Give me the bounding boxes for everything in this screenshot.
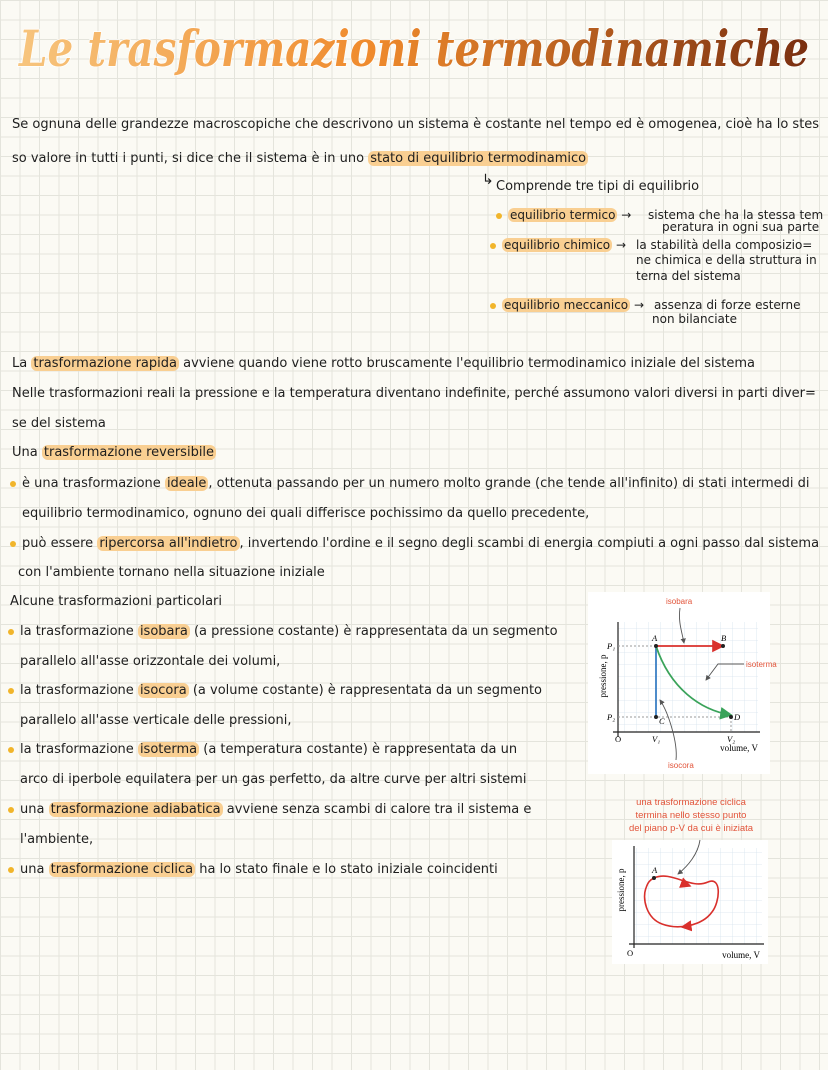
highlight-adiabatica: trasformazione adiabatica — [50, 802, 221, 817]
b2-pre: può essere — [22, 536, 94, 551]
item-equilibrio-termico — [496, 207, 631, 223]
adiabatica-item — [8, 802, 531, 818]
page-title — [10, 14, 818, 84]
ylabel: pressione, p — [598, 654, 608, 698]
reversibile-bullet-1-line-2: equilibrio termodinamico, ognuno dei quali differisce pochissimo da quello precedente, — [22, 506, 590, 521]
isocora-item — [8, 683, 542, 699]
isobara-pre: la trasformazione — [20, 624, 134, 639]
rapida-post: avviene quando viene rotto bruscamente l'equilibrio termodinamico iniziale del sistema — [183, 356, 755, 371]
highlight-isobara: isobara — [139, 624, 188, 639]
reversibile-bullet-2 — [10, 536, 819, 552]
intro-line-2-text: so valore in tutti i punti, si dice che il sistema è in uno — [12, 151, 365, 166]
isocora-pre: la trasformazione — [20, 683, 134, 698]
ciclica-post: ha lo stato finale e lo stato iniziale coincidenti — [199, 862, 498, 877]
label-b: B — [721, 633, 727, 643]
label-p1: P₁ — [607, 641, 616, 651]
bullet-icon — [10, 481, 16, 487]
arrow-icon: → — [621, 208, 632, 222]
isobara-item — [8, 624, 558, 640]
highlight-ripercorsa: ripercorsa all'indietro — [99, 536, 238, 551]
cycle-label-a: A — [652, 865, 658, 875]
label-v2: V₂ — [727, 734, 736, 744]
arrow-icon: → — [633, 298, 645, 312]
reversibile-bullet-1 — [10, 476, 809, 492]
callout-isocora: isocora — [668, 761, 694, 770]
callout-isoterma: isoterma — [746, 660, 777, 669]
desc-chimico-1: la stabilità della composizio= — [636, 238, 813, 252]
label-p2: P₂ — [607, 712, 616, 722]
adiabatica-line-2: l'ambiente, — [20, 832, 94, 847]
cycle-caption — [606, 796, 776, 835]
rapida-line-3: se del sistema — [12, 416, 106, 431]
label-v1: V₁ — [652, 734, 661, 744]
point-b — [721, 644, 725, 648]
ciclica-pre: una — [20, 862, 45, 877]
reversibile-pre: Una — [12, 445, 38, 460]
highlight-reversibile: trasformazione reversibile — [43, 445, 215, 460]
cycle-xlabel: volume, V — [722, 950, 760, 960]
cycle-grid — [634, 848, 762, 944]
ciclica-item — [8, 862, 498, 878]
cycle-diagram-figure — [612, 840, 768, 964]
equilibria-heading: Comprende tre tipi di equilibrio — [496, 179, 700, 194]
point-d — [729, 715, 733, 719]
rapida-line-1 — [12, 356, 755, 372]
isoterma-pre: la trasformazione — [20, 742, 134, 757]
reversibile-heading — [12, 445, 216, 461]
desc-termico-1: sistema che ha la stessa tem — [648, 208, 824, 222]
b2-post: , invertendo l'ordine e il segno degli scambi di energia compiuti a ogni passo dal sistema — [239, 536, 820, 551]
reversibile-bullet-2-line-2: con l'ambiente tornano nella situazione iniziale — [18, 565, 325, 580]
label-termico: equilibrio termico — [510, 208, 616, 222]
adiabatica-post: avviene senza scambi di calore tra il sistema e — [226, 802, 532, 817]
pv-diagram-figure — [588, 592, 777, 774]
cycle-caption-1: una trasformazione ciclica — [636, 797, 746, 808]
b1-post: , ottenuta passando per un numero molto grande (che tende all'infinito) di stati intermedi di — [208, 476, 810, 491]
branch-arrow-icon: ↳ — [482, 172, 494, 188]
callout-isobara: isobara — [666, 597, 693, 606]
bullet-icon — [8, 688, 14, 694]
cycle-caption-3: del piano p-V da cui è iniziata — [628, 823, 754, 834]
bullet-icon — [496, 213, 502, 219]
bullet-icon — [8, 807, 14, 813]
isobara-line-2: parallelo all'asse orizzontale dei volumi, — [20, 654, 281, 669]
cycle-origin: O — [627, 948, 634, 958]
cycle-arrow-bottom — [682, 926, 690, 927]
desc-termico-2: peratura in ogni sua parte — [662, 220, 820, 234]
highlight-equilibrio: stato di equilibrio termodinamico — [370, 151, 587, 166]
rapida-line-2: Nelle trasformazioni reali la pressione e la temperatura diventano indefinite, perché assumono valori diversi in parti diver= — [12, 386, 816, 401]
isobara-post: (a pressione costante) è rappresentata da un segmento — [193, 624, 558, 639]
title-text: Le trasformazioni termodinamiche — [17, 19, 809, 78]
isoterma-line-2: arco di iperbole equilatera per un gas perfetto, da altre curve per altri sistemi — [20, 772, 527, 787]
label-a: A — [652, 633, 658, 643]
item-equilibrio-chimico — [490, 237, 626, 253]
desc-chimico-2: ne chimica e della struttura in — [636, 253, 817, 267]
label-c: C — [659, 716, 665, 726]
isoterma-post: (a temperatura costante) è rappresentata da un — [203, 742, 518, 757]
b1-pre: è una trasformazione — [22, 476, 161, 491]
cycle-ylabel: pressione, p — [616, 868, 626, 912]
point-c — [654, 715, 658, 719]
particolari-heading: Alcune trasformazioni particolari — [10, 594, 222, 609]
highlight-ciclica: trasformazione ciclica — [50, 862, 194, 877]
desc-chimico-3: terna del sistema — [636, 269, 741, 283]
rapida-pre: La — [12, 356, 28, 371]
point-a — [654, 644, 658, 648]
isoterma-item — [8, 742, 517, 758]
desc-meccanico-1: assenza di forze esterne — [654, 298, 801, 312]
bullet-icon — [8, 747, 14, 753]
adiabatica-pre: una — [20, 802, 45, 817]
label-d: D — [734, 712, 741, 722]
highlight-isocora: isocora — [139, 683, 187, 698]
bullet-icon — [490, 243, 496, 249]
intro-line-1: Se ognuna delle grandezze macroscopiche che descrivono un sistema è costante nel tempo ed è omogenea, cioè ha lo stes — [12, 117, 820, 132]
item-equilibrio-meccanico — [490, 297, 644, 313]
cycle-caption-2: termina nello stesso punto — [635, 810, 747, 821]
bullet-icon — [490, 303, 496, 309]
isocora-line-2: parallelo all'asse verticale delle pressioni, — [20, 713, 292, 728]
arrow-icon: → — [615, 238, 627, 252]
highlight-ideale: ideale — [166, 476, 207, 491]
label-meccanico: equilibrio meccanico — [504, 298, 629, 312]
bullet-icon — [10, 541, 16, 547]
label-origin: O — [615, 734, 622, 744]
highlight-rapida: trasformazione rapida — [33, 356, 177, 371]
highlight-isoterma: isoterma — [139, 742, 198, 757]
bullet-icon — [8, 867, 14, 873]
xlabel: volume, V — [720, 743, 758, 753]
bullet-icon — [8, 629, 14, 635]
isocora-post: (a volume costante) è rappresentata da un segmento — [192, 683, 542, 698]
intro-line-2 — [12, 151, 588, 167]
desc-meccanico-2: non bilanciate — [652, 312, 737, 326]
label-chimico: equilibrio chimico — [504, 238, 611, 252]
cycle-point-a — [652, 876, 656, 880]
